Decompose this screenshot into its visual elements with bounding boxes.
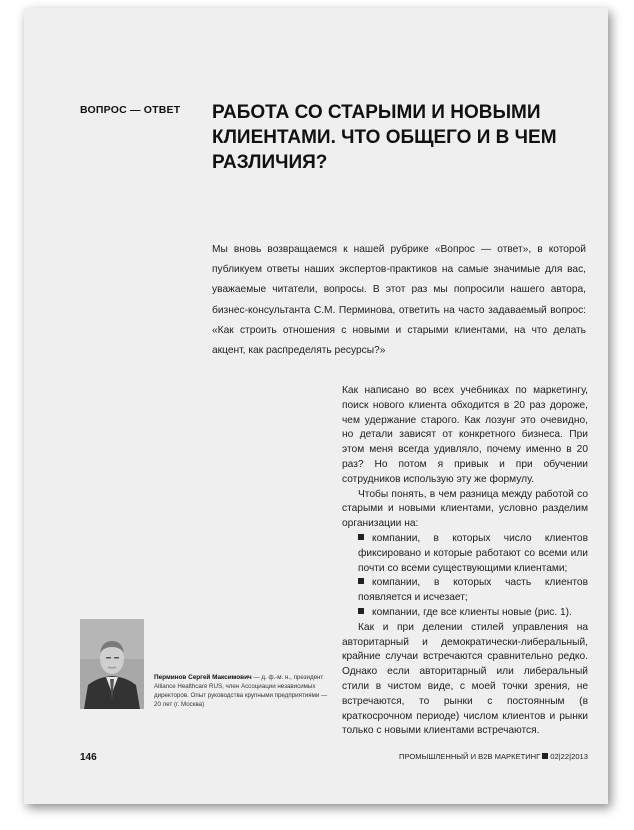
author-name: Перминов Сергей Максимович: [154, 674, 252, 681]
bullet-text: компании, в которых число клиентов фиксировано и которые работают со всеми или почти со всеми существующими клиентами;: [358, 532, 588, 574]
square-bullet-icon: [358, 608, 364, 614]
issue-number: 02|22|2013: [550, 752, 588, 761]
bullet-text: компании, где все клиенты новые (рис. 1).: [372, 606, 572, 618]
magazine-page: [24, 8, 608, 804]
bullet-text: компании, в которых часть клиентов появляется и исчезает;: [358, 577, 588, 604]
title-line: КЛИЕНТАМИ. ЧТО ОБЩЕГО И В ЧЕМ: [212, 127, 557, 148]
author-description: — д. ф.-м. н., президент Alliance Healthcare RUS, член Ассоциации независимых директоров. Опыт руководства крупными предприятиями — 20 лет (г. Москва): [154, 674, 328, 708]
magazine-footer: [399, 752, 588, 761]
bullet-item: [342, 606, 588, 621]
author-bio: [154, 673, 330, 709]
article-body: [342, 384, 588, 739]
square-bullet-icon: [358, 578, 364, 584]
title-line: РАБОТА СО СТАРЫМИ И НОВЫМИ: [212, 102, 541, 123]
bullet-item: [342, 532, 588, 576]
page-number: 146: [80, 752, 97, 763]
title-line: РАЗЛИЧИЯ?: [212, 152, 328, 173]
square-separator-icon: [542, 753, 548, 759]
magazine-name: ПРОМЫШЛЕННЫЙ И B2B МАРКЕТИНГ: [399, 752, 541, 761]
body-paragraph: Чтобы понять, в чем разница между работой со старыми и новыми клиентами, условно разделим организации на:: [342, 488, 588, 530]
article-intro: Мы вновь возвращаемся к нашей рубрике «Вопрос — ответ», в которой публикуем ответы наших экспертов-практиков на самые значимые для вас, уважаемые читатели, вопросы. В этот раз мы попросили нашего автора, бизнес-консультанта С.М. Перминова, ответить на часто задаваемый вопрос: «Как строить отношения с новыми и старыми клиентами, на что делать акцент, как распределять ресурсы?»: [212, 244, 586, 357]
body-paragraph: Как написано во всех учебниках по маркетингу, поиск нового клиента обходится в 20 раз дороже, чем удержание старого. Как лозунг это очевидно, но детали зависят от конкретного бизнеса. При этом меня всегда удивляло, почему именно в 20 раз? Но потом я привык и при обучении сотрудников использую эту же формулу.: [342, 385, 588, 485]
article-title: [212, 100, 572, 175]
square-bullet-icon: [358, 534, 364, 540]
bullet-item: [342, 576, 588, 606]
rubric-label: ВОПРОС — ОТВЕТ: [80, 104, 181, 116]
author-photo: [80, 619, 144, 709]
body-paragraph: Как и при делении стилей управления на авторитарный и демократически-либеральный, крайние случаи встречаются сравнительно редко. Однако если авторитарный или либеральный стили в чистом виде, с моей точки зрения, не встречаются, то рынки с постоянным (в краткосрочном периоде) числом клиентов и рынки только с новыми клиентами встречаются.: [342, 621, 588, 737]
